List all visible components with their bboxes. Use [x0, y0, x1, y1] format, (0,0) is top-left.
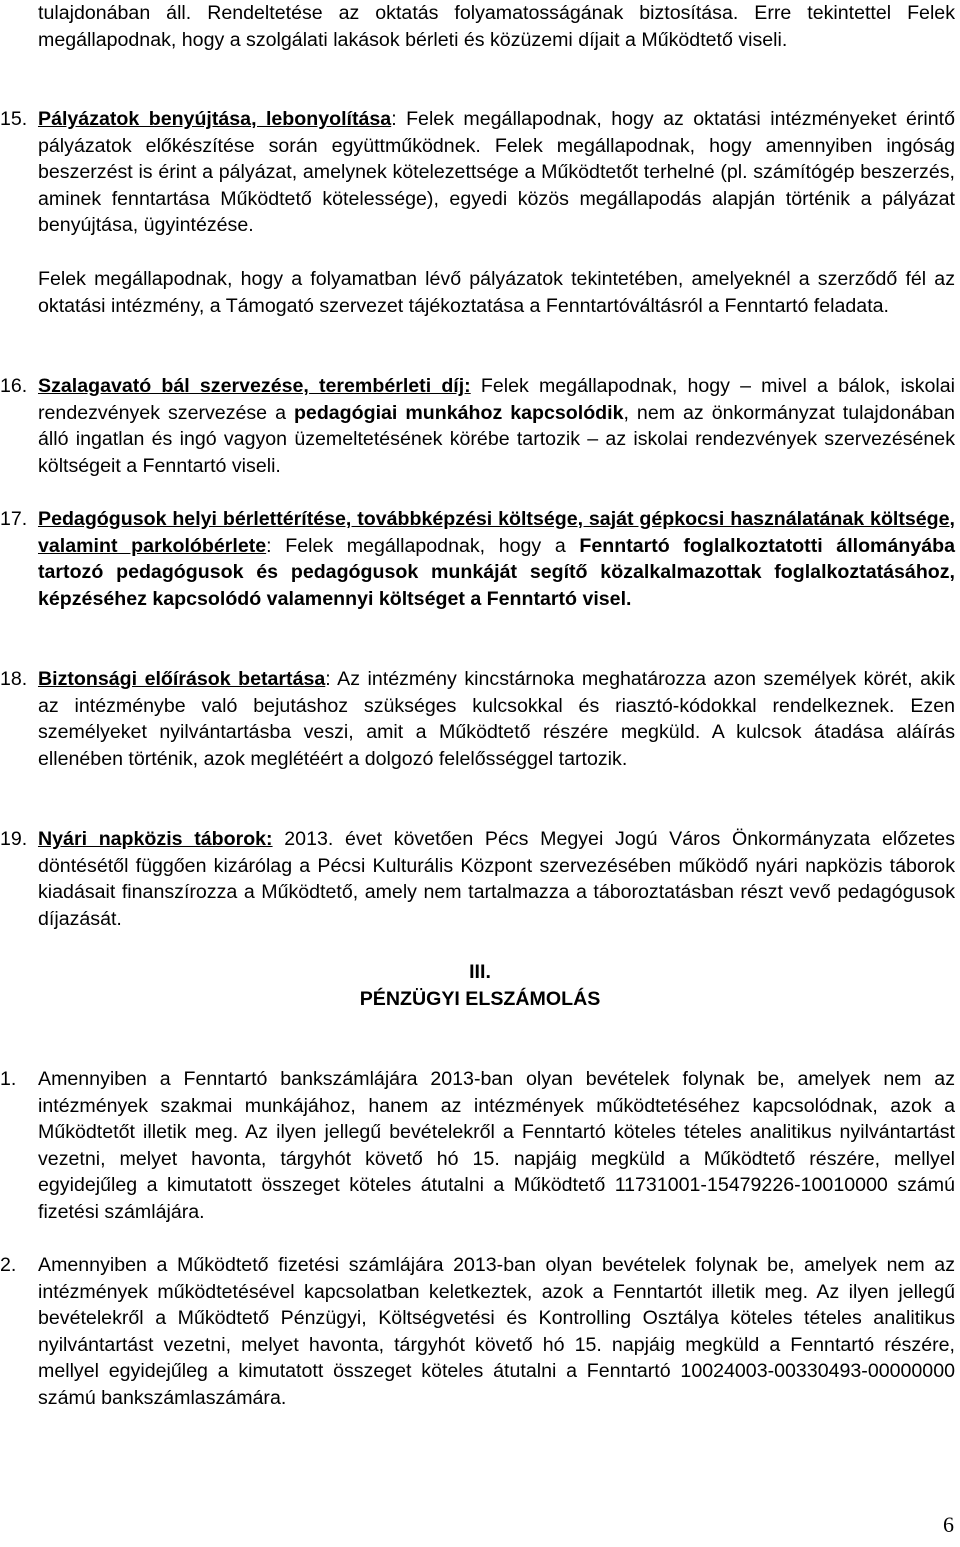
item-15-text: Felek megállapodnak, hogy az oktatási intézményeket érintő pályázatok előkészítése során együttműködnek. Felek megállapodnak, hogy amennyiben ingóság beszerzést is érint a pályázat, amelynek kötelezettsége a Működtetőt terhelné (pl. számítógép beszerzés, aminek fenntartása Működtető kötelessége), egyedi közös megállapodás alapján történik a pályázat benyújtása, ügyintézése. — [38, 108, 956, 236]
section-numeral: III. — [469, 961, 491, 983]
item-15-number: 15. — [0, 108, 28, 130]
item-15-paragraph-2: Felek megállapodnak, hogy a folyamatban lévő pályázatok tekintetében, amelyeknél a szerződő fél az oktatási intézmény, a Támogató szervezet tájékoztatása a Fenntartóváltásról a Fenntartó feladata. — [38, 268, 955, 317]
item-18-number: 18. — [0, 668, 28, 690]
item-18-title: Biztonsági előírások betartása — [38, 668, 326, 690]
item-19-text: 2013. évet követően Pécs Megyei Jogú Város Önkormányzata előzetes döntésétől függően kizárólag a Pécsi Kulturális Központ szervezésében működő nyári napközis táborok kiadásait finanszírozza a Működtető, amely nem tartalmazza a táboroztatásban részt vevő pedagógusok díjazását. — [38, 828, 955, 930]
item-19-number: 19. — [0, 828, 28, 850]
item-15-title: Pályázatok benyújtása, lebonyolítása — [38, 108, 392, 130]
item-15-paragraph — [38, 106, 955, 239]
item-15-sep: : — [391, 108, 407, 130]
item-16-text-a: Felek megállapodnak, hogy – mivel a bálok, iskolai rendezvények szervezése a — [38, 375, 955, 424]
finance-2-paragraph: Amennyiben a Működtető fizetési számlájára 2013-ban olyan bevételek folynak be, amelyek nem az intézmények működtetésével kapcsolatban keletkeztek, azok a Fenntartót illetik meg. Az ilyen jellegű bevételekről a Működtető Pénzügyi, Költségvetési és Kontrolling Osztálya köteles tételes analitikus nyilvántartást vezetni, melyet havonta, tárgyhót követő hó 15. napjáig megküld a Fenntartó részére, mellyel egyidejűleg a kimutatott összeget köteles átutalni a Fenntartó 10024003-00330493-00000000 számú bankszámlaszámára. — [38, 1254, 955, 1409]
finance-2-number: 2. — [0, 1254, 17, 1276]
item-16-bold: pedagógiai munkához kapcsolódik — [293, 401, 624, 424]
page-number: 6 — [943, 1512, 954, 1537]
item-16-number: 16. — [0, 375, 28, 397]
item-17-text-a: Felek megállapodnak, hogy a — [285, 534, 580, 557]
item-19-title: Nyári napközis táborok: — [38, 828, 273, 850]
finance-1-paragraph: Amennyiben a Fenntartó bankszámlájára 2013-ban olyan bevételek folynak be, amelyek nem az intézmények szakmai munkájához, hanem az intézmények működtetéséhez kapcsolódnak, azok a Működtetőt illetik meg. Az ilyen jellegű bevételekről a Fenntartó köteles tételes analitikus nyilvántartást vezetni, melyet havonta, tárgyhót követő hó 15. napjáig megküld a Működtető részére, mellyel egyidejűleg a kimutatott összeget köteles átutalni a Működtető 11731001-15479226-10010000 számú fizetési számlájára. — [38, 1068, 955, 1223]
item-19-paragraph — [38, 826, 955, 932]
item-17-paragraph — [38, 506, 955, 612]
item-18-paragraph — [38, 666, 955, 772]
intro-paragraph: tulajdonában áll. Rendeltetése az oktatás folyamatosságának biztosítása. Erre tekintettel Felek megállapodnak, hogy a szolgálati lakások bérleti és közüzemi díjait a Működtető viseli. — [38, 2, 955, 51]
item-17-bold: Fenntartó foglalkoztatotti állományába tartozó pedagógusok és pedagógusok munkáját segítő közalkalmazottak foglalkoztatásához, képzéséhez kapcsolódó valamennyi költséget a Fenntartó visel. — [38, 534, 956, 610]
item-16-paragraph — [38, 373, 955, 479]
item-16-sep — [471, 375, 481, 397]
item-18-sep: : — [325, 668, 338, 690]
item-17-number: 17. — [0, 508, 28, 530]
section-title: PÉNZÜGYI ELSZÁMOLÁS — [359, 988, 601, 1010]
finance-1-number: 1. — [0, 1068, 17, 1090]
item-16-text-b: , nem az önkormányzat tulajdonában álló ingatlan és ingó vagyon üzemeltetésének körébe tartozik – az iskolai rendezvények szervezésének költségeit a Fenntartó viseli. — [38, 401, 955, 477]
item-19-sep — [273, 828, 285, 850]
item-18-text: Az intézmény kincstárnoka meghatározza azon személyek körét, akik az intézménybe való bejutáshoz szükséges kulcsokkal és riasztó-kódokkal rendelkeznek. Ezen személyeket nyilvántartásba veszi, amit a Működtető részére megküld. A kulcsok átadása aláírás ellenében történik, azok meglétéért a dolgozó felelősséggel tartozik. — [38, 668, 955, 770]
item-16-title: Szalagavató bál szervezése, terembérleti díj: — [38, 375, 471, 397]
item-17-title: Pedagógusok helyi bérlettérítése, továbbképzési költsége, saját gépkocsi használatának költsége, valamint parkolóbérlete — [38, 508, 955, 557]
item-17-sep: : — [266, 534, 286, 557]
